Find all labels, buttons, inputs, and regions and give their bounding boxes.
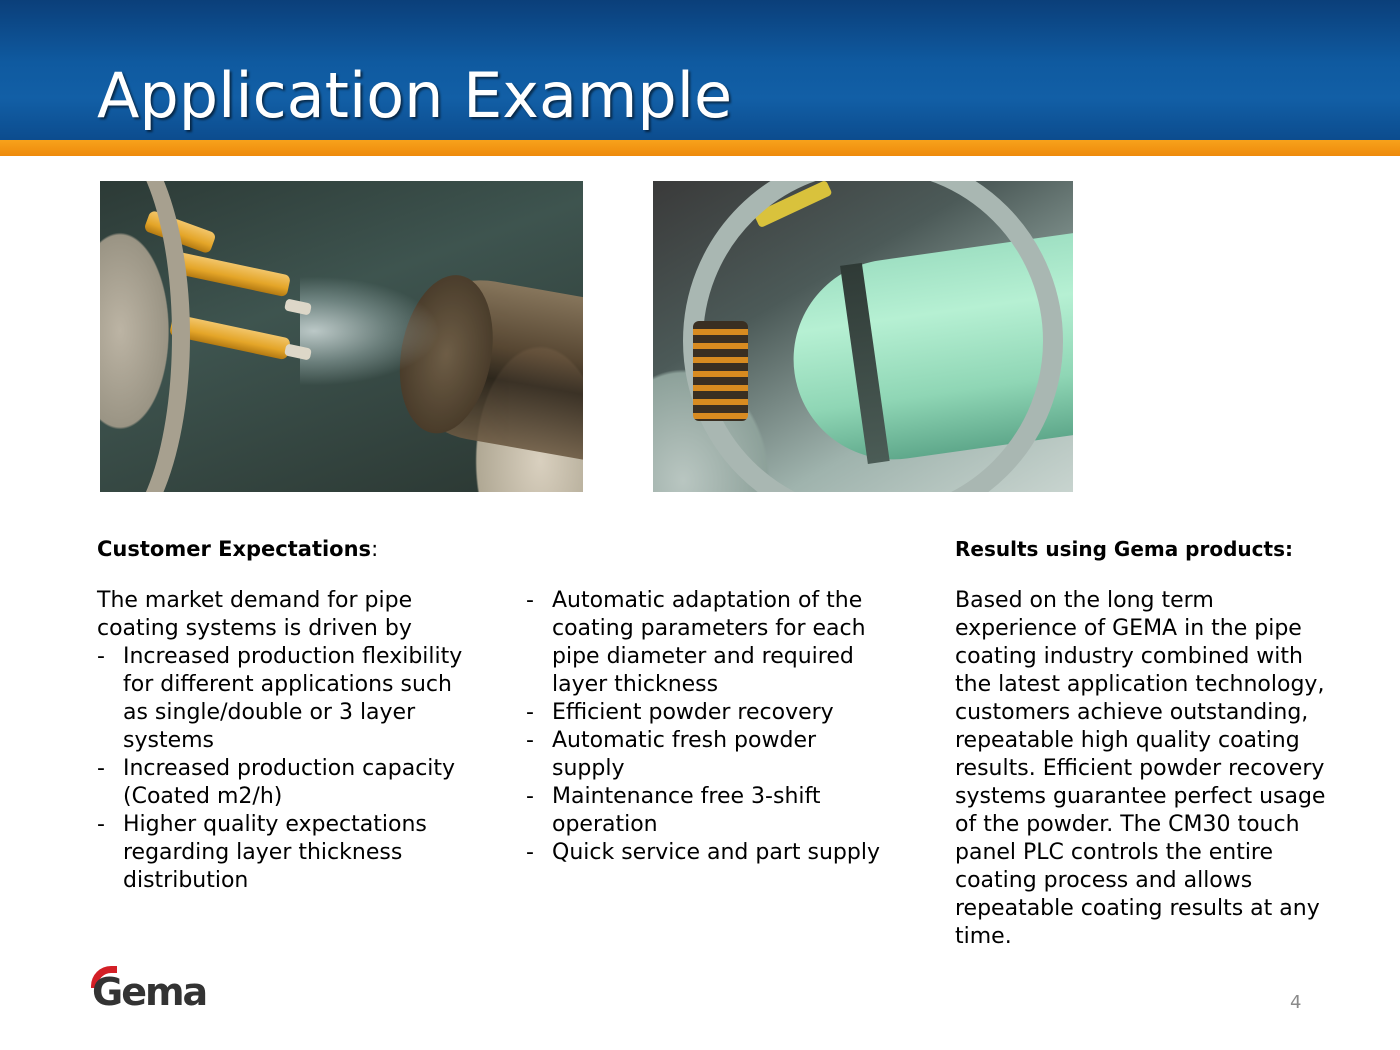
list-item: - Automatic fresh powder supply: [526, 727, 886, 783]
results-body: Based on the long term experience of GEMA in the pipe coating industry combined with the latest application technology, customers achieve outstanding, repeatable high quality coating results. Efficient powder recovery systems guarantee perfect usage of the powder. The CM30 touch panel PLC controls the entire coating process and allows repeatable coating results at any time.: [955, 588, 1326, 949]
list-item: - Efficient powder recovery: [526, 699, 886, 727]
page-number: 4: [1290, 992, 1302, 1013]
slide-title: Application Example: [97, 59, 733, 132]
logo-text: Gema: [92, 970, 207, 1014]
list-item: - Increased production flexibility for different applications such as single/double or 3 layer systems: [97, 643, 477, 755]
expectations-list-left: [97, 643, 477, 895]
results-heading: Results using Gema products:: [955, 537, 1293, 561]
expectations-intro: The market demand for pipe coating systems is driven by: [97, 588, 413, 641]
list-item: - Increased production capacity (Coated m2/h): [97, 755, 477, 811]
booth-ring: [100, 181, 190, 492]
expectations-list-right: [526, 587, 886, 867]
gema-logo: [88, 968, 218, 1018]
expectations-column-left: [97, 587, 477, 895]
list-item: - Quick service and part supply: [526, 839, 886, 867]
pipe-powder-coating-photo: [100, 181, 583, 492]
list-item: - Maintenance free 3-shift operation: [526, 783, 886, 839]
expectations-column-right: [526, 587, 886, 867]
coated-pipe-booth-photo: [653, 181, 1073, 492]
spray-gun-bank: [693, 321, 748, 421]
accent-stripe: [0, 140, 1400, 156]
powder-spray: [300, 276, 440, 386]
list-item: - Higher quality expectations regarding layer thickness distribution: [97, 811, 477, 895]
list-item: - Automatic adaptation of the coating parameters for each pipe diameter and required layer thickness: [526, 587, 886, 699]
customer-expectations-heading: Customer Expectations:: [97, 537, 379, 561]
